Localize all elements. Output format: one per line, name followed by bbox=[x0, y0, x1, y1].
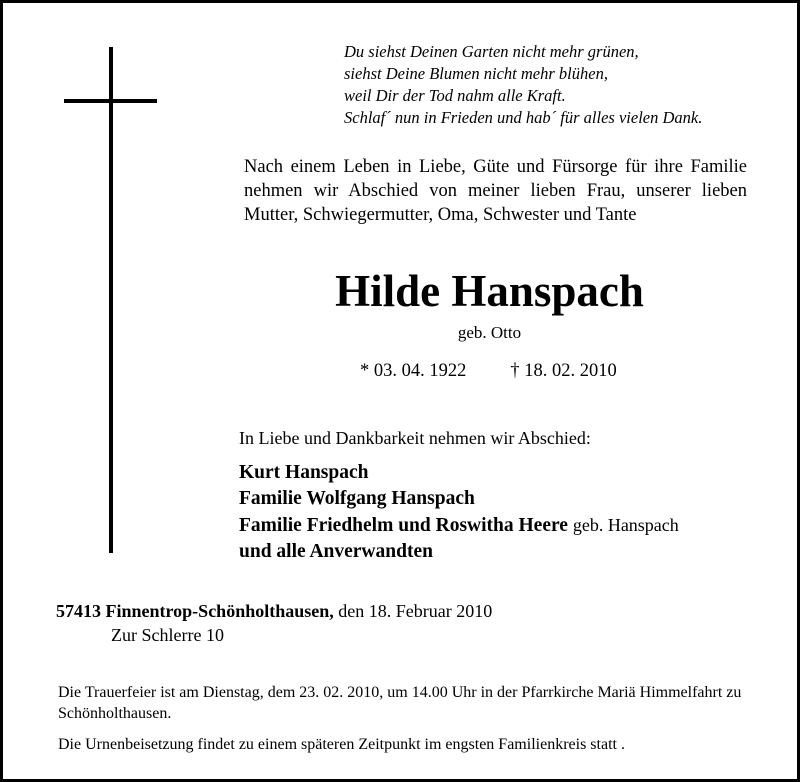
cross-icon bbox=[109, 47, 113, 553]
cross-icon-bar bbox=[64, 99, 157, 103]
signer-name: Familie Friedhelm und Roswitha Heere bbox=[239, 515, 568, 536]
address-place: 57413 Finnentrop-Schönholthausen, bbox=[56, 601, 334, 621]
funeral-service: Die Trauerfeier ist am Dienstag, dem 23. 02. 2010, um 14.00 Uhr in der Pfarrkirche Mariä Himmelfahrt zu Schönholthausen. bbox=[58, 684, 742, 722]
signer-line bbox=[239, 512, 679, 539]
poem-line: weil Dir der Tod nahm alle Kraft. bbox=[344, 86, 566, 105]
poem-line: siehst Deine Blumen nicht mehr blühen, bbox=[344, 64, 608, 83]
poem-line: Schlaf´ nun in Frieden und hab´ für alles vielen Dank. bbox=[344, 108, 703, 127]
address-street: Zur Schlerre 10 bbox=[111, 625, 224, 645]
intro-text: Nach einem Leben in Liebe, Güte und Fürsorge für ihre Familie nehmen wir Abschied von meiner lieben Frau, unserer lieben Mutter, Schwiegermutter, Oma, Schwester und Tante bbox=[244, 157, 747, 225]
address-block bbox=[56, 599, 492, 647]
funeral-info bbox=[58, 682, 758, 755]
signers bbox=[239, 460, 679, 565]
poem bbox=[344, 41, 702, 129]
poem-line: Du siehst Deinen Garten nicht mehr grünen, bbox=[344, 42, 639, 61]
signer-line: Familie Wolfgang Hanspach bbox=[239, 488, 475, 509]
maiden-name: geb. Otto bbox=[457, 323, 522, 342]
urn-burial: Die Urnenbeisetzung findet zu einem späteren Zeitpunkt im engsten Familienkreis statt . bbox=[58, 736, 625, 753]
life-dates bbox=[360, 359, 617, 383]
address-date: den 18. Februar 2010 bbox=[338, 601, 493, 621]
deceased-name: Hilde Hanspach bbox=[335, 266, 644, 316]
birth-date: * 03. 04. 1922 bbox=[360, 361, 467, 381]
farewell-text: In Liebe und Dankbarkeit nehmen wir Abschied: bbox=[239, 428, 591, 448]
signer-line: Kurt Hanspach bbox=[239, 462, 369, 483]
death-date: † 18. 02. 2010 bbox=[510, 361, 617, 381]
signer-line: und alle Anverwandten bbox=[239, 541, 433, 562]
signer-maiden-name: geb. Hanspach bbox=[572, 515, 679, 535]
